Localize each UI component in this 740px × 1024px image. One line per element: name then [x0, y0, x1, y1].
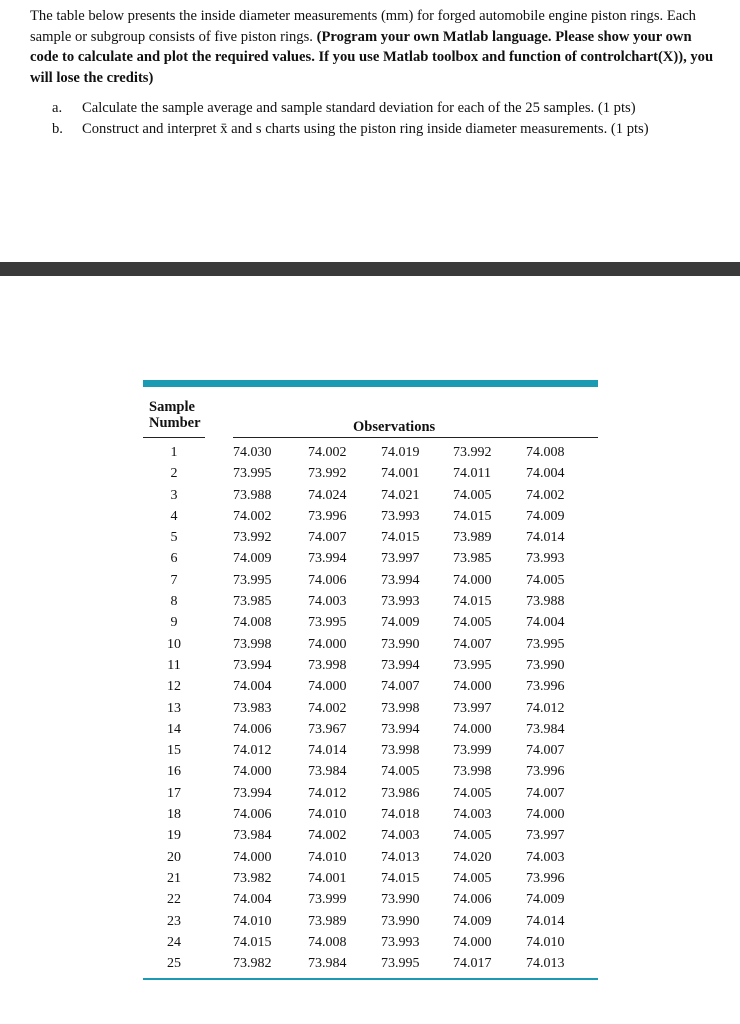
observation-cell: 74.009 [381, 615, 420, 631]
observation-cell: 74.024 [308, 487, 347, 503]
observation-cell: 73.982 [233, 870, 272, 886]
table-row [143, 548, 598, 569]
sample-number: 6 [170, 551, 178, 567]
observation-cell: 74.003 [453, 807, 492, 823]
table-row [143, 591, 598, 612]
observation-cell: 73.998 [381, 743, 420, 759]
observation-cell: 74.006 [308, 572, 347, 588]
observation-cell: 74.005 [453, 487, 492, 503]
observation-cell: 74.000 [453, 934, 492, 950]
observation-cell: 74.001 [308, 870, 347, 886]
observation-cell: 73.992 [233, 530, 272, 546]
observation-cell: 73.996 [308, 508, 347, 524]
observation-cell: 74.011 [453, 466, 491, 482]
observation-cell: 73.993 [381, 508, 420, 524]
observation-cell: 73.989 [308, 913, 347, 929]
observation-cell: 73.990 [381, 913, 420, 929]
sample-number: 21 [167, 870, 181, 886]
header-number-line: Number [149, 415, 201, 431]
table-top-rule [143, 380, 598, 387]
observation-cell: 73.994 [233, 785, 272, 801]
observation-cell: 74.006 [233, 807, 272, 823]
observation-cell: 74.015 [381, 530, 420, 546]
observation-cell: 73.993 [526, 551, 565, 567]
sample-number: 19 [167, 828, 181, 844]
observation-cell: 74.002 [526, 487, 565, 503]
observation-cell: 73.993 [381, 934, 420, 950]
problem-text: The table below presents the inside diameter measurements (mm) for forged automobile engine piston rings. Each sample or subgroup consists of five piston rings. [30, 8, 696, 45]
observation-cell: 74.012 [308, 785, 347, 801]
observation-cell: 73.986 [381, 785, 420, 801]
observation-cell: 73.989 [453, 530, 492, 546]
observation-cell: 74.004 [233, 679, 272, 695]
observation-cell: 74.007 [308, 530, 347, 546]
sample-number: 15 [167, 743, 181, 759]
observation-cell: 74.000 [526, 807, 565, 823]
table-body [143, 439, 598, 974]
table-row [143, 570, 598, 591]
sample-number: 11 [167, 657, 181, 673]
section-divider [0, 262, 740, 276]
observation-cell: 73.996 [526, 870, 565, 886]
observation-cell: 74.009 [453, 913, 492, 929]
observation-cell: 73.984 [308, 956, 347, 972]
sample-number-header [149, 399, 201, 431]
task-text: Calculate the sample average and sample standard deviation for each of the 25 samples. (1 pts) [82, 100, 636, 116]
observation-cell: 74.000 [453, 679, 492, 695]
observation-cell: 73.997 [526, 828, 565, 844]
observation-cell: 73.995 [453, 657, 492, 673]
observation-cell: 74.009 [526, 892, 565, 908]
observation-cell: 74.003 [381, 828, 420, 844]
observation-cell: 74.003 [526, 849, 565, 865]
observation-cell: 74.010 [233, 913, 272, 929]
observation-cell: 74.007 [526, 785, 565, 801]
task-item-a [52, 98, 712, 119]
observation-cell: 73.994 [381, 572, 420, 588]
observation-cell: 73.995 [233, 466, 272, 482]
observation-cell: 74.001 [381, 466, 420, 482]
sample-number: 2 [170, 466, 178, 482]
sample-number: 20 [167, 849, 181, 865]
observation-cell: 73.992 [308, 466, 347, 482]
sample-number: 17 [167, 785, 181, 801]
observation-cell: 73.995 [381, 956, 420, 972]
task-text: Construct and interpret x̄ and s charts using the piston ring inside diameter measurements. (1 pts) [82, 121, 649, 137]
observation-cell: 74.004 [526, 466, 565, 482]
observation-cell: 74.019 [381, 445, 420, 460]
table-row [143, 676, 598, 697]
observation-cell: 73.995 [526, 636, 565, 652]
observation-cell: 73.984 [233, 828, 272, 844]
observation-cell: 74.000 [308, 679, 347, 695]
task-label: a. [52, 100, 63, 116]
table-row [143, 506, 598, 527]
sample-number: 24 [167, 934, 181, 950]
observation-cell: 74.009 [526, 508, 565, 524]
sample-number: 8 [170, 594, 178, 610]
observation-cell: 73.985 [453, 551, 492, 567]
table-row [143, 804, 598, 825]
observation-cell: 74.006 [453, 892, 492, 908]
table-row [143, 655, 598, 676]
observation-cell: 74.007 [381, 679, 420, 695]
observation-cell: 73.990 [381, 636, 420, 652]
observation-cell: 74.005 [453, 828, 492, 844]
observation-cell: 73.988 [526, 594, 565, 610]
sample-number: 4 [170, 508, 178, 524]
observation-cell: 73.995 [308, 615, 347, 631]
observation-cell: 73.994 [381, 721, 420, 737]
table-row [143, 868, 598, 889]
table-bottom-rule [143, 978, 598, 980]
observation-cell: 73.996 [526, 764, 565, 780]
table-row [143, 634, 598, 655]
sample-number: 1 [170, 445, 178, 460]
observation-cell: 74.005 [453, 785, 492, 801]
observation-cell: 74.007 [526, 743, 565, 759]
table-row [143, 698, 598, 719]
observation-cell: 73.984 [526, 721, 565, 737]
table-row [143, 889, 598, 910]
sample-number: 7 [170, 572, 178, 588]
observation-cell: 74.002 [308, 700, 347, 716]
observation-cell: 74.008 [233, 615, 272, 631]
table-row [143, 740, 598, 761]
table-row [143, 911, 598, 932]
sample-number: 18 [167, 807, 181, 823]
sample-number: 14 [167, 721, 181, 737]
table-row [143, 612, 598, 633]
table-row [143, 527, 598, 548]
observation-cell: 74.007 [453, 636, 492, 652]
observation-cell: 74.005 [453, 870, 492, 886]
observation-cell: 74.002 [308, 828, 347, 844]
observation-cell: 73.998 [453, 764, 492, 780]
table-row [143, 463, 598, 484]
header-sample-line: Sample [149, 399, 195, 415]
task-label: b. [52, 121, 63, 137]
observation-cell: 74.015 [233, 934, 272, 950]
observation-cell: 74.015 [453, 508, 492, 524]
task-list [52, 98, 712, 140]
sample-number: 3 [170, 487, 178, 503]
observation-cell: 74.021 [381, 487, 420, 503]
observation-cell: 73.998 [381, 700, 420, 716]
observation-cell: 74.004 [526, 615, 565, 631]
table-row [143, 442, 598, 463]
observation-cell: 74.010 [308, 807, 347, 823]
table-row [143, 932, 598, 953]
table-row [143, 485, 598, 506]
table-header [143, 387, 598, 439]
observation-cell: 74.015 [381, 870, 420, 886]
observation-cell: 73.998 [308, 657, 347, 673]
observation-cell: 74.006 [233, 721, 272, 737]
header-underline [143, 437, 205, 438]
observation-cell: 74.013 [381, 849, 420, 865]
problem-instructions: (Program your own Matlab language. Please show your own code to calculate and plot the required values. If you use Matlab toolbox and function of controlchart(X)), you will lose the credits) [30, 28, 714, 86]
observation-cell: 73.990 [526, 657, 565, 673]
observation-cell: 74.002 [233, 508, 272, 524]
table-row [143, 719, 598, 740]
observation-cell: 74.010 [526, 934, 565, 950]
observation-cell: 73.994 [233, 657, 272, 673]
observation-cell: 74.030 [233, 445, 272, 460]
observation-cell: 73.983 [233, 700, 272, 716]
header-underline [233, 437, 598, 438]
observation-cell: 74.012 [526, 700, 565, 716]
observation-cell: 74.000 [453, 721, 492, 737]
observation-cell: 74.008 [526, 445, 565, 460]
task-item-b [52, 119, 712, 140]
observation-cell: 74.010 [308, 849, 347, 865]
observation-cell: 74.005 [526, 572, 565, 588]
observation-cell: 73.993 [381, 594, 420, 610]
observation-cell: 74.000 [308, 636, 347, 652]
observation-cell: 74.003 [308, 594, 347, 610]
sample-number: 5 [170, 530, 178, 546]
observation-cell: 74.000 [233, 849, 272, 865]
observation-cell: 74.005 [381, 764, 420, 780]
table-row [143, 953, 598, 974]
observation-cell: 73.995 [233, 572, 272, 588]
observation-cell: 74.018 [381, 807, 420, 823]
observation-cell: 73.994 [381, 657, 420, 673]
sample-number: 12 [167, 679, 181, 695]
observation-cell: 74.002 [308, 445, 347, 460]
observation-cell: 73.985 [233, 594, 272, 610]
problem-statement [30, 6, 720, 88]
table-row [143, 847, 598, 868]
observation-cell: 73.996 [526, 679, 565, 695]
observation-cell: 74.015 [453, 594, 492, 610]
observation-cell: 73.967 [308, 721, 347, 737]
sample-number: 22 [167, 892, 181, 908]
table-row [143, 761, 598, 782]
observation-cell: 73.982 [233, 956, 272, 972]
observation-cell: 73.997 [453, 700, 492, 716]
sample-number: 25 [167, 956, 181, 972]
observation-cell: 74.013 [526, 956, 565, 972]
table-row [143, 783, 598, 804]
observation-cell: 74.014 [526, 913, 565, 929]
observations-header: Observations [353, 419, 436, 435]
observation-cell: 73.994 [308, 551, 347, 567]
observation-cell: 74.009 [233, 551, 272, 567]
observation-cell: 73.990 [381, 892, 420, 908]
observation-cell: 74.017 [453, 956, 492, 972]
observation-cell: 73.997 [381, 551, 420, 567]
sample-number: 10 [167, 636, 181, 652]
observation-cell: 74.005 [453, 615, 492, 631]
sample-number: 9 [170, 615, 178, 631]
observation-cell: 73.998 [233, 636, 272, 652]
observation-cell: 73.984 [308, 764, 347, 780]
table-row [143, 825, 598, 846]
observation-cell: 74.014 [308, 743, 347, 759]
sample-number: 23 [167, 913, 181, 929]
observation-cell: 73.999 [453, 743, 492, 759]
sample-number: 16 [167, 764, 181, 780]
observation-cell: 73.992 [453, 445, 492, 460]
observation-cell: 74.000 [233, 764, 272, 780]
observation-cell: 73.988 [233, 487, 272, 503]
measurement-table [143, 380, 598, 980]
observation-cell: 74.000 [453, 572, 492, 588]
observation-cell: 74.008 [308, 934, 347, 950]
observation-cell: 73.999 [308, 892, 347, 908]
observation-cell: 74.020 [453, 849, 492, 865]
sample-number: 13 [167, 700, 181, 716]
observation-cell: 74.012 [233, 743, 272, 759]
observation-cell: 74.014 [526, 530, 565, 546]
observation-cell: 74.004 [233, 892, 272, 908]
